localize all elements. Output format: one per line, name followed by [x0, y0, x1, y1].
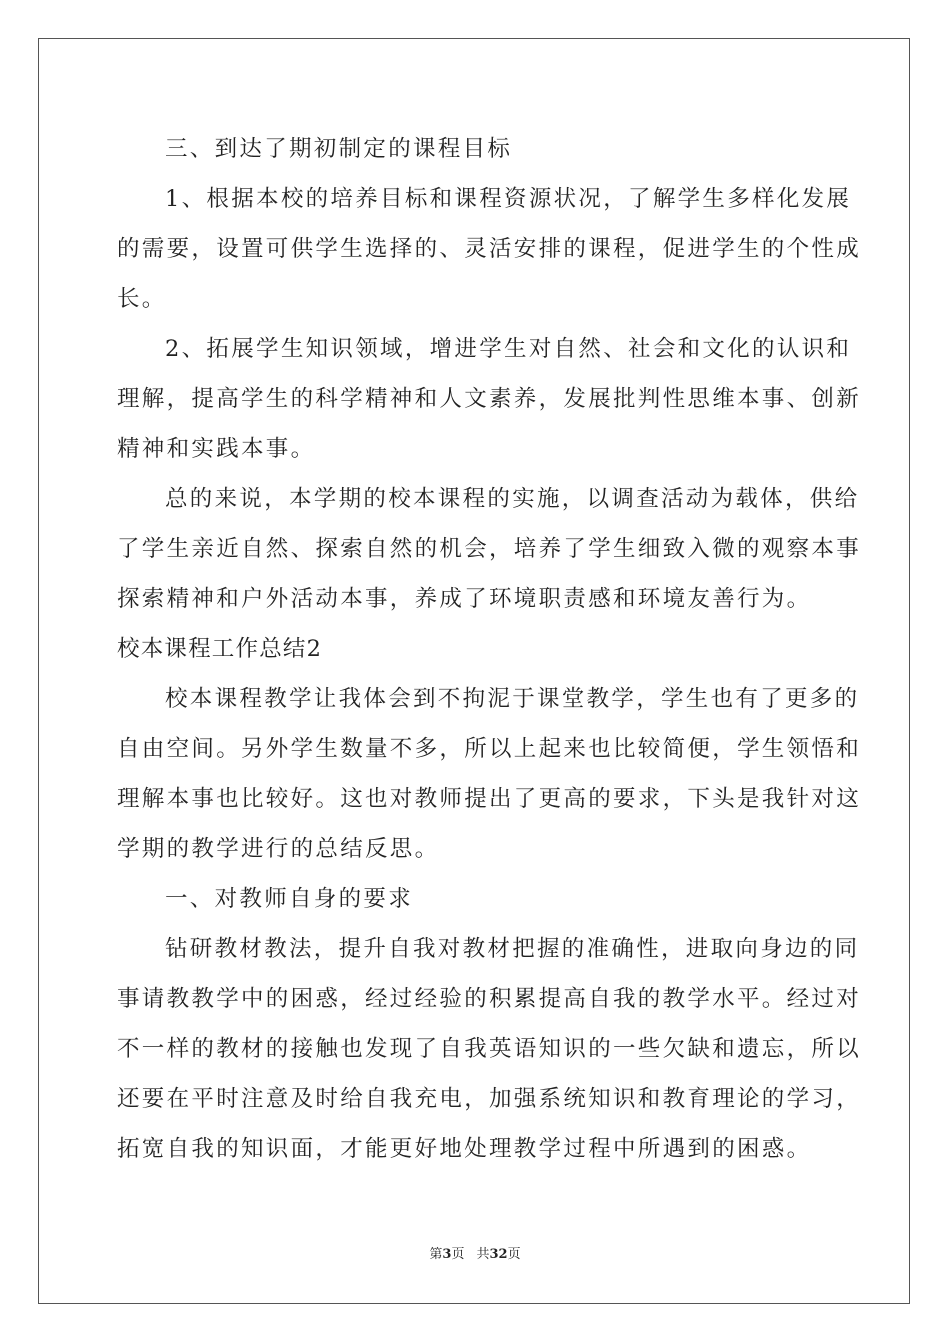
- document-title: 校本课程工作总结2: [117, 636, 323, 662]
- paragraph-line: 精神和实践本事。: [117, 436, 316, 462]
- page-footer: [0, 1246, 950, 1264]
- paragraph-line: 1、根据本校的培养目标和课程资源状况，了解学生多样化发展: [165, 186, 852, 212]
- section-heading: 一、对教师自身的要求: [165, 886, 414, 912]
- paragraph-line: 理解本事也比较好。这也对教师提出了更高的要求，下头是我针对这: [117, 786, 862, 812]
- page-number: 3: [442, 1247, 452, 1262]
- paragraph-line: 钻研教材教法，提升自我对教材把握的准确性，进取向身边的同: [165, 936, 860, 962]
- paragraph-line: 总的来说，本学期的校本课程的实施，以调查活动为载体，供给: [165, 486, 860, 512]
- paragraph-line: 事请教教学中的困惑，经过经验的积累提高自我的教学水平。经过对: [117, 986, 862, 1012]
- paragraph-line: 校本课程教学让我体会到不拘泥于课堂教学，学生也有了更多的: [165, 686, 860, 712]
- page-suffix: 页: [451, 1247, 465, 1262]
- paragraph-line: 探索精神和户外活动本事，养成了环境职责感和环境友善行为。: [117, 586, 812, 612]
- paragraph-line: 拓宽自我的知识面，才能更好地处理教学过程中所遇到的困惑。: [117, 1136, 812, 1162]
- paragraph-line: 自由空间。另外学生数量不多，所以上起来也比较简便，学生领悟和: [117, 736, 862, 762]
- section-heading: 三、到达了期初制定的课程目标: [165, 136, 513, 162]
- total-suffix: 页: [507, 1247, 521, 1262]
- paragraph-line: 还要在平时注意及时给自我充电，加强系统知识和教育理论的学习，: [117, 1086, 862, 1112]
- paragraph-line: 长。: [117, 286, 167, 312]
- page-prefix: 第: [429, 1247, 443, 1262]
- total-pages: 32: [489, 1247, 508, 1262]
- paragraph-line: 学期的教学进行的总结反思。: [117, 836, 440, 862]
- paragraph-line: 不一样的教材的接触也发现了自我英语知识的一些欠缺和遗忘，所以: [117, 1036, 862, 1062]
- paragraph-line: 的需要，设置可供学生选择的、灵活安排的课程，促进学生的个性成: [117, 236, 862, 262]
- paragraph-line: 了学生亲近自然、探索自然的机会，培养了学生细致入微的观察本事: [117, 536, 862, 562]
- paragraph-line: 理解，提高学生的科学精神和人文素养，发展批判性思维本事、创新: [117, 386, 862, 412]
- total-prefix: 共: [476, 1247, 490, 1262]
- paragraph-line: 2、拓展学生知识领域，增进学生对自然、社会和文化的认识和: [165, 336, 852, 362]
- page-border: [38, 38, 910, 1304]
